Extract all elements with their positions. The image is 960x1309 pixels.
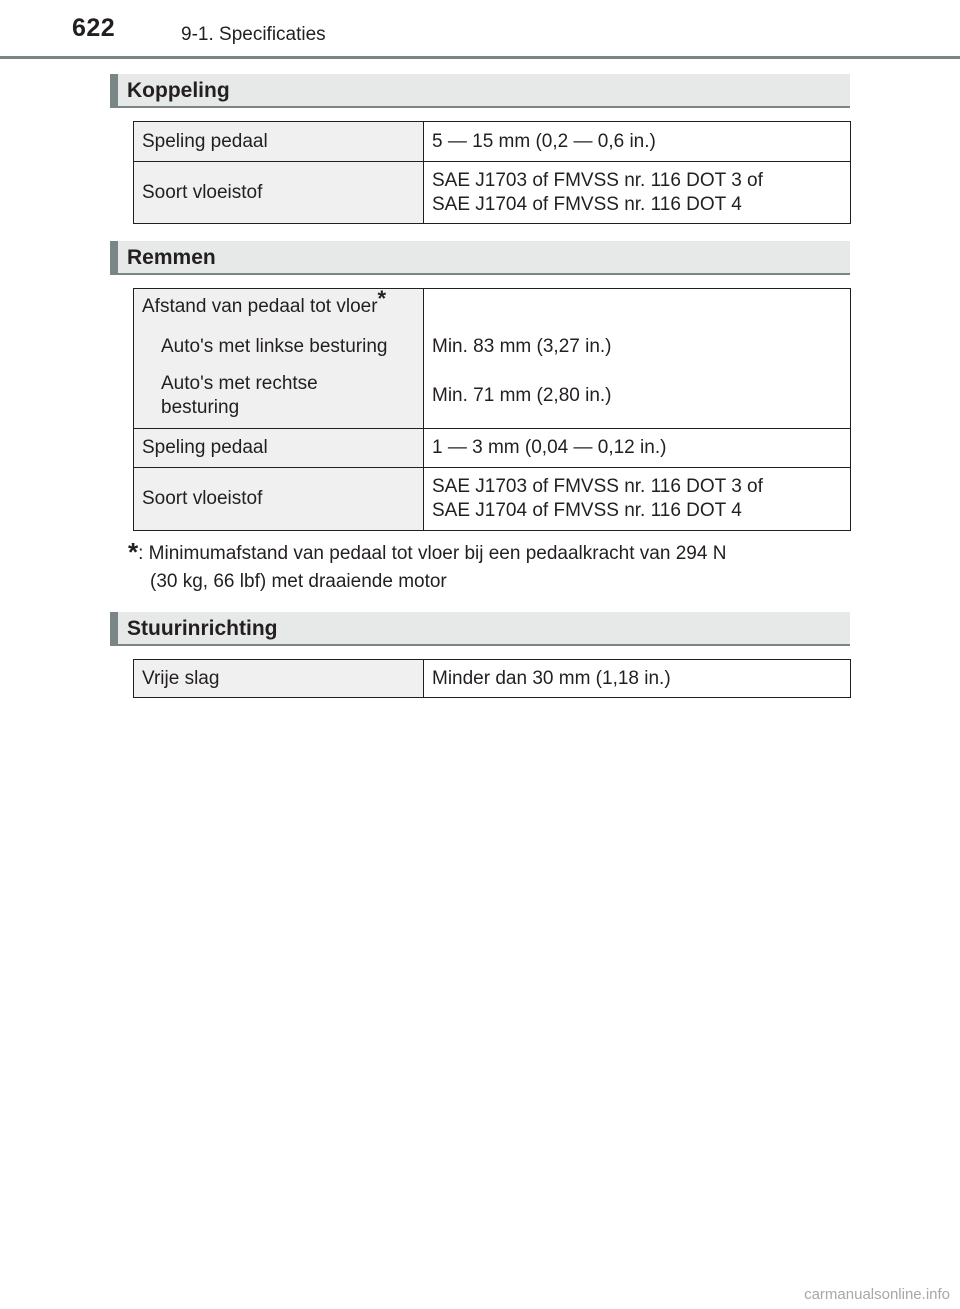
distance-label-text: Afstand van pedaal tot vloer	[142, 296, 378, 317]
row-value: 5 — 15 mm (0,2 — 0,6 in.)	[424, 122, 851, 162]
footnote-line: : Minimumafstand van pedaal tot vloer bij een pedaalkracht van 294 N	[138, 543, 727, 564]
row-value	[424, 289, 851, 429]
section-label: 9-1. Specificaties	[181, 24, 326, 45]
row-label: Soort vloeistof	[134, 468, 424, 531]
section-bar-stuurinrichting	[110, 612, 850, 646]
section-title-remmen: Remmen	[127, 246, 216, 269]
stuurinrichting-table	[133, 659, 851, 698]
table-row	[134, 162, 851, 224]
value-line: SAE J1703 of FMVSS nr. 116 DOT 3 of	[432, 169, 763, 191]
left-drive-value: Min. 83 mm (3,27 in.)	[432, 336, 612, 357]
table-row	[134, 289, 851, 429]
footnote-marker: *	[377, 286, 387, 311]
row-label: Vrije slag	[134, 660, 424, 698]
row-label	[134, 286, 424, 429]
page-number: 622	[72, 14, 116, 42]
section-bar-koppeling	[110, 74, 850, 108]
table-row	[134, 468, 851, 531]
row-label: Speling pedaal	[134, 429, 424, 468]
distance-label	[142, 286, 415, 335]
header-rule	[0, 56, 960, 59]
row-value	[424, 468, 851, 531]
right-drive-value: Min. 71 mm (2,80 in.)	[432, 385, 612, 406]
koppeling-table	[133, 121, 851, 224]
section-title-koppeling: Koppeling	[127, 79, 230, 102]
table-row	[134, 660, 851, 698]
row-label: Speling pedaal	[134, 122, 424, 162]
section-title-stuurinrichting: Stuurinrichting	[127, 617, 278, 640]
watermark: carmanualsonline.info	[804, 1286, 950, 1303]
table-row	[134, 429, 851, 468]
footnote-star: *	[128, 537, 139, 567]
label-line: besturing	[161, 397, 240, 418]
value-line: SAE J1703 of FMVSS nr. 116 DOT 3 of	[432, 476, 763, 497]
row-value	[424, 162, 851, 224]
row-value: Minder dan 30 mm (1,18 in.)	[424, 660, 851, 698]
footnote-line: (30 kg, 66 lbf) met draaiende motor	[150, 571, 447, 592]
label-line: Auto's met rechtse	[161, 373, 318, 394]
footnote	[128, 538, 726, 596]
left-drive-label: Auto's met linkse besturing	[161, 336, 388, 357]
row-value: 1 — 3 mm (0,04 — 0,12 in.)	[424, 429, 851, 468]
empty-spacer	[432, 295, 842, 335]
value-line: SAE J1704 of FMVSS nr. 116 DOT 4	[432, 500, 742, 521]
right-drive-label	[142, 372, 415, 420]
section-bar-remmen	[110, 241, 850, 275]
value-line: SAE J1704 of FMVSS nr. 116 DOT 4	[432, 193, 742, 215]
remmen-table	[133, 288, 851, 531]
row-label: Soort vloeistof	[134, 162, 424, 224]
table-row	[134, 122, 851, 162]
